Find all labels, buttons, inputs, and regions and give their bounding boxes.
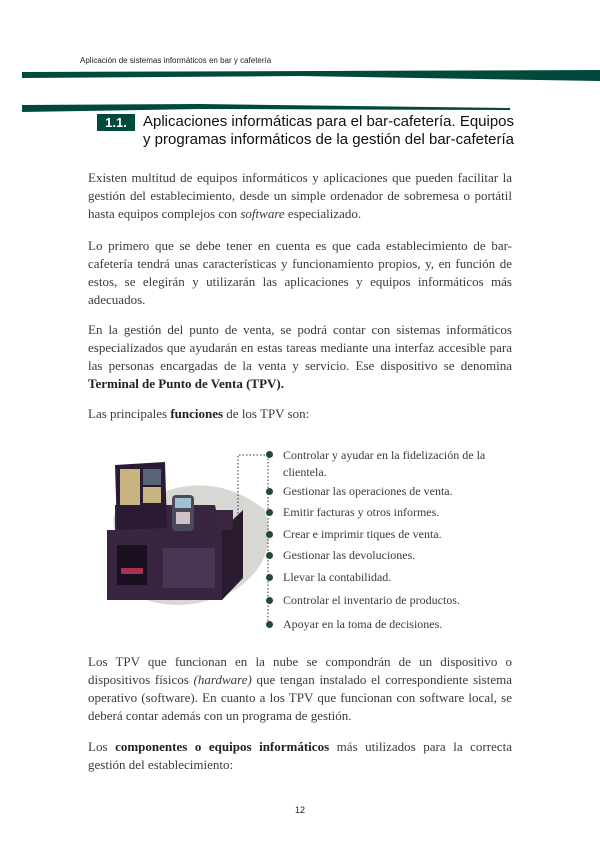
list-item: Gestionar las operaciones de venta. [283,484,453,498]
section-title: Aplicaciones informáticas para el bar-cafetería. Equipos y programas informáticos de la gestión del bar-cafetería [143,113,515,148]
bullet-icon [266,597,273,604]
list-item: Gestionar las devoluciones. [283,548,416,562]
paragraph-6: Los componentes o equipos informáticos más utilizados para la correcta gestión del establecimiento: [88,739,512,772]
bullet-icon [266,574,273,581]
list-item: Llevar la contabilidad. [283,570,392,584]
list-item: Controlar y ayudar en la fidelización de la clientela. [283,448,486,479]
running-header: Aplicación de sistemas informáticos en bar y cafetería [80,56,272,65]
bullet-icon [266,621,273,628]
list-item: Emitir facturas y otros informes. [283,505,440,519]
paragraph-5: Los TPV que funcionan en la nube se compondrán de un dispositivo o dispositivos físicos (hardware) que tengan instalado el correspondiente sistema operativo (software). En cuanto a los TPV que funcionan con software local, se deberá contar además con un programa de gestión. [88,654,512,723]
bullet-icon [266,451,273,458]
paragraph-3: En la gestión del punto de venta, se podrá contar con sistemas informáticos especializados que ayudarán en estas tareas mediante una interfaz accesible para las personas encargadas de la venta y servicio. Ese dispositivo se denomina Terminal de Punto de Venta (TPV). [88,322,512,391]
connector-lines [200,448,280,633]
paragraph-4: Las principales funciones de los TPV son: [88,406,310,421]
list-item: Apoyar en la toma de decisiones. [283,617,443,631]
list-item: Controlar el inventario de productos. [283,593,460,607]
bullet-icon [266,488,273,495]
decorative-bars [0,0,600,120]
paragraph-1: Existen multitud de equipos informáticos y aplicaciones que pueden facilitar la gestión del establecimiento, desde un simple ordenador de sobremesa o portátil hasta equipos complejos con software especializado. [88,170,512,221]
bullet-icon [266,509,273,516]
list-item: Crear e imprimir tiques de venta. [283,527,442,541]
bullet-icon [266,531,273,538]
page-number: 12 [294,805,305,815]
bullet-icon [266,552,273,559]
paragraph-2: Lo primero que se debe tener en cuenta es que cada establecimiento de bar-cafetería tendrá unas características y funcionamiento propios, y, en función de estos, se elegirán y utilizarán las aplicaciones y equipos informáticos más adecuados. [88,238,512,307]
section-number: 1.1. [97,114,135,131]
